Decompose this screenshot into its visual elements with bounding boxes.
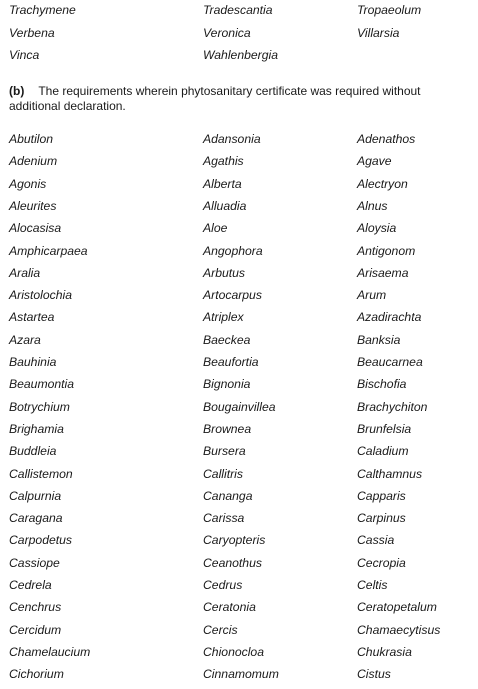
genus-name: Verbena: [9, 26, 55, 40]
genus-name: Aralia: [9, 265, 41, 280]
genus-name: Antigonom: [357, 243, 416, 258]
genus-name: Amphicarpaea: [9, 243, 88, 258]
genus-name: Calpurnia: [9, 488, 62, 503]
genus-name: Cassiope: [9, 555, 60, 570]
genus-name: Azadirachta: [357, 310, 422, 325]
genus-name: Capparis: [357, 488, 406, 503]
genus-name: Brunfelsia: [357, 421, 412, 436]
list-row: [0, 667, 478, 689]
genus-name: Vinca: [9, 48, 40, 62]
genus-name: Wahlenbergia: [203, 48, 278, 62]
genus-name: Arbutus: [203, 265, 246, 280]
genus-name: Carpinus: [357, 511, 406, 526]
genus-name: Veronica: [203, 26, 251, 40]
genus-name: Beaumontia: [9, 377, 75, 392]
genus-name: Bursera: [203, 444, 246, 459]
list-row: [0, 221, 478, 243]
list-row: [0, 132, 478, 154]
genus-name: Cenchrus: [9, 600, 62, 615]
list-row: [0, 556, 478, 578]
genus-name: Alectryon: [357, 176, 408, 191]
list-row: [0, 645, 478, 667]
genus-name: Cistus: [357, 667, 391, 681]
genus-name: Cercis: [203, 622, 238, 637]
list-row: [0, 288, 478, 310]
genus-name: Callistemon: [9, 466, 73, 481]
genus-name: Celtis: [357, 578, 388, 592]
list-row: [0, 244, 478, 266]
genus-name: Bignonia: [203, 377, 251, 392]
genus-name: Brachychiton: [357, 399, 428, 414]
genus-name: Agave: [357, 154, 392, 169]
list-row: [0, 333, 478, 355]
list-row: [0, 467, 478, 489]
genus-name: Ceratonia: [203, 600, 256, 615]
genus-name: Adansonia: [203, 132, 261, 146]
list-row: [0, 511, 478, 533]
genus-name: Beaucarnea: [357, 355, 423, 369]
genus-name: Caladium: [357, 444, 409, 459]
genus-name: Abutilon: [9, 132, 54, 146]
list-row: [0, 600, 478, 622]
list-row: [0, 199, 478, 221]
genus-name: Adenathos: [357, 132, 416, 146]
genus-name: Artocarpus: [203, 288, 262, 303]
genus-name: Agonis: [9, 176, 47, 191]
genus-name: Astartea: [9, 310, 55, 325]
list-row: [0, 26, 478, 48]
list-row: [0, 578, 478, 600]
list-row: [0, 377, 478, 399]
genus-name: Cercidum: [9, 622, 62, 637]
genus-name: Caryopteris: [203, 533, 266, 548]
genus-name: Brighamia: [9, 421, 64, 436]
genus-name: Alocasisa: [9, 221, 62, 236]
list-row: [0, 422, 478, 444]
genus-name: Arum: [357, 288, 387, 303]
list-row: [0, 400, 478, 422]
genus-name: Azara: [9, 332, 41, 347]
list-row: [0, 266, 478, 288]
list-row: [0, 533, 478, 555]
genus-name: Cichorium: [9, 667, 64, 681]
genus-name: Tradescantia: [203, 3, 273, 17]
genus-name: Angophora: [203, 243, 263, 258]
genus-name: Cananga: [203, 488, 253, 503]
genus-name: Agathis: [203, 154, 244, 169]
genus-name: Baeckea: [203, 332, 251, 347]
genus-name: Cassia: [357, 533, 395, 548]
genus-name: Aleurites: [9, 198, 57, 213]
list-row: [0, 623, 478, 645]
genus-name: Banksia: [357, 332, 401, 347]
genus-name: Trachymene: [9, 3, 76, 17]
list-row: [0, 444, 478, 466]
genus-name: Tropaeolum: [357, 3, 422, 17]
genus-name: Botrychium: [9, 399, 70, 414]
genus-name: Ceratopetalum: [357, 600, 437, 615]
genus-name: Arisaema: [357, 265, 409, 280]
genus-name: Chamaecytisus: [357, 622, 441, 637]
list-row: [0, 3, 478, 25]
genus-name: Adenium: [9, 154, 58, 169]
genus-name: Brownea: [203, 421, 252, 436]
genus-name: Cecropia: [357, 555, 406, 570]
genus-name: Cinnamomum: [203, 667, 279, 681]
genus-name: Cedrus: [203, 578, 243, 592]
list-row: [0, 154, 478, 176]
section-b-heading: [9, 84, 469, 114]
list-row: [0, 310, 478, 332]
genus-name: Aloysia: [357, 221, 397, 236]
genus-name: Alberta: [203, 176, 242, 191]
genus-name: Carissa: [203, 511, 245, 526]
genus-name: Alnus: [357, 198, 388, 213]
list-row: [0, 48, 478, 70]
genus-name: Aloe: [203, 221, 228, 236]
list-row: [0, 177, 478, 199]
section-description: The requirements wherein phytosanitary certificate was required without additional declaration.: [9, 84, 421, 113]
genus-name: Aristolochia: [9, 288, 72, 303]
genus-name: Alluadia: [203, 198, 247, 213]
section-label: (b): [9, 84, 25, 98]
genus-name: Bauhinia: [9, 355, 57, 369]
genus-name: Beaufortia: [203, 355, 259, 369]
genus-name: Caragana: [9, 511, 63, 526]
genus-name: Chamelaucium: [9, 644, 91, 659]
genus-name: Ceanothus: [203, 555, 262, 570]
genus-name: Carpodetus: [9, 533, 73, 548]
genus-name: Cedrela: [9, 578, 52, 592]
genus-name: Bischofia: [357, 377, 407, 392]
list-row: [0, 489, 478, 511]
genus-name: Villarsia: [357, 26, 400, 40]
genus-name: Chionocloa: [203, 644, 264, 659]
genus-name: Chukrasia: [357, 644, 412, 659]
genus-name: Bougainvillea: [203, 399, 276, 414]
genus-name: Atriplex: [203, 310, 244, 325]
genus-name: Calthamnus: [357, 466, 423, 481]
list-row: [0, 355, 478, 377]
genus-name: Buddleia: [9, 444, 57, 459]
genus-name: Callitris: [203, 466, 243, 481]
